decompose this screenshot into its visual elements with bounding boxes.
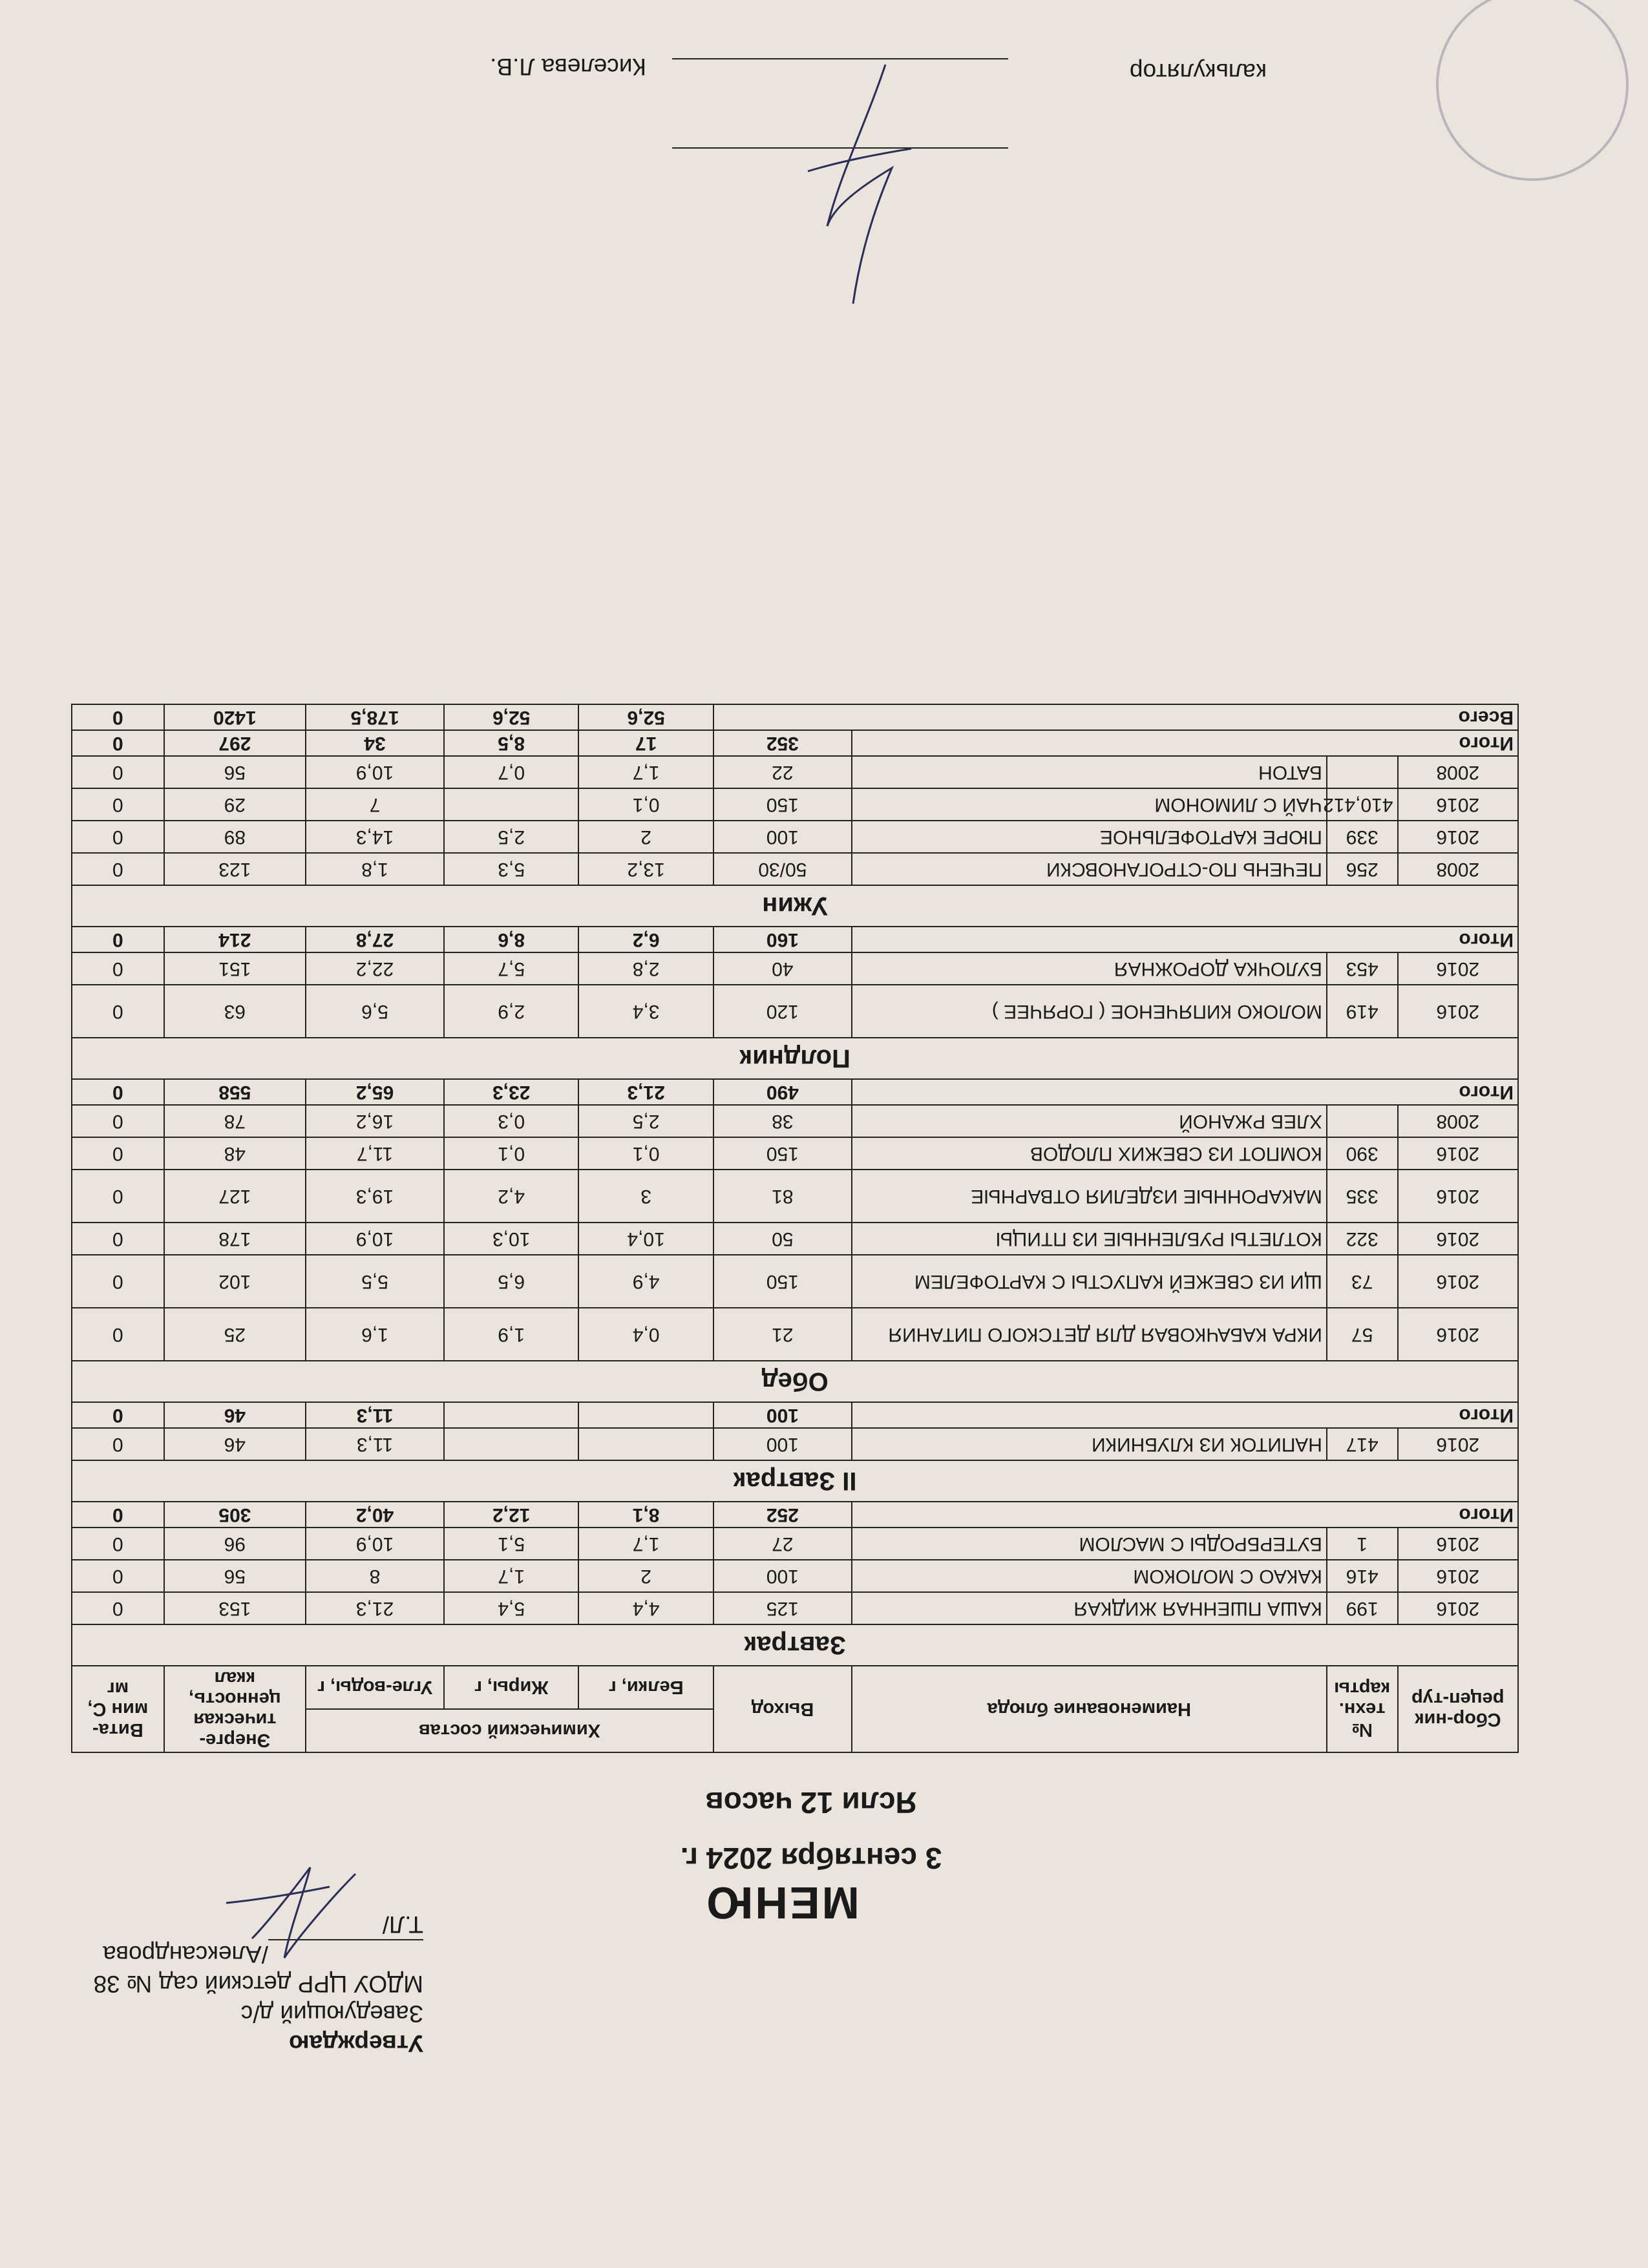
grand-total-protein: 52,6: [578, 704, 713, 730]
section-title: Полдник: [72, 1038, 1518, 1079]
cell-carbs: 7: [306, 788, 444, 821]
cell-protein: 4,4: [578, 1592, 713, 1624]
total-label: Итого: [852, 730, 1518, 756]
total-protein: [578, 1402, 713, 1428]
col-protein: Белки, г: [578, 1666, 713, 1709]
cell-tech-card: 339: [1327, 821, 1398, 853]
cell-collection: 2008: [1398, 756, 1518, 788]
table-row: [72, 985, 1518, 1038]
col-vitamin: Вита-мин С, мг: [72, 1666, 164, 1752]
menu-body: [72, 704, 1518, 1666]
cell-fat: 0,1: [444, 1137, 578, 1170]
cell-tech-card: 335: [1327, 1170, 1398, 1223]
cell-tech-card: 1: [1327, 1528, 1398, 1560]
cell-tech-card: 57: [1327, 1308, 1398, 1361]
total-row: [72, 1402, 1518, 1428]
cell-vitamin: 0: [72, 1592, 164, 1624]
total-row: [72, 927, 1518, 952]
cell-tech-card: 390: [1327, 1137, 1398, 1170]
approval-title: Утверждаю: [289, 2030, 423, 2057]
cell-tech-card: 453: [1327, 952, 1398, 985]
approval-position: Заведующий д/с: [240, 2000, 423, 2027]
total-label: Итого: [852, 1502, 1518, 1528]
cell-energy: 46: [164, 1428, 306, 1460]
grand-total-label: Всего: [713, 704, 1518, 730]
cell-yield: 150: [713, 1255, 852, 1308]
cell-yield: 27: [713, 1528, 852, 1560]
cell-carbs: 10,9: [306, 1223, 444, 1255]
col-dish-name: Наименование блюда: [852, 1666, 1327, 1752]
cell-vitamin: 0: [72, 1170, 164, 1223]
cell-tech-card: 417: [1327, 1428, 1398, 1460]
table-row: [72, 1137, 1518, 1170]
cell-fat: 2,5: [444, 821, 578, 853]
cell-collection: 2016: [1398, 1308, 1518, 1361]
cell-fat: 1,7: [444, 1560, 578, 1592]
cell-carbs: 8: [306, 1560, 444, 1592]
table-row: [72, 1255, 1518, 1308]
section-header: [72, 1460, 1518, 1502]
total-fat: 8,5: [444, 730, 578, 756]
cell-dish-name: ПЮРЕ КАРТОФЕЛЬНОЕ: [852, 821, 1327, 853]
cell-vitamin: 0: [72, 853, 164, 885]
col-carbs: Угле-воды, г: [306, 1666, 444, 1709]
cell-dish-name: ХЛЕБ РЖАНОЙ: [852, 1105, 1327, 1137]
cell-fat: 5,7: [444, 952, 578, 985]
cell-energy: 151: [164, 952, 306, 985]
total-energy: 214: [164, 927, 306, 952]
table-row: [72, 1170, 1518, 1223]
cell-collection: 2016: [1398, 1560, 1518, 1592]
total-vitamin: 0: [72, 1402, 164, 1428]
cell-collection: 2016: [1398, 1592, 1518, 1624]
cell-collection: 2016: [1398, 1528, 1518, 1560]
cell-vitamin: 0: [72, 985, 164, 1038]
cell-collection: 2008: [1398, 1105, 1518, 1137]
cell-dish-name: ЩИ ИЗ СВЕЖЕЙ КАПУСТЫ С КАРТОФЕЛЕМ: [852, 1255, 1327, 1308]
cell-yield: 150: [713, 1137, 852, 1170]
section-header: [72, 1038, 1518, 1079]
cell-vitamin: 0: [72, 788, 164, 821]
section-title: Обед: [72, 1361, 1518, 1402]
cell-vitamin: 0: [72, 1308, 164, 1361]
cell-protein: 13,2: [578, 853, 713, 885]
cell-protein: 2,8: [578, 952, 713, 985]
cell-fat: [444, 1428, 578, 1460]
cell-yield: 125: [713, 1592, 852, 1624]
total-label: Итого: [852, 927, 1518, 952]
cell-fat: 2,9: [444, 985, 578, 1038]
cell-dish-name: БУЛОЧКА ДОРОЖНАЯ: [852, 952, 1327, 985]
title-block: [0, 1785, 1648, 1929]
cell-vitamin: 0: [72, 1137, 164, 1170]
menu-date: 3 сентября 2024 г.: [680, 1842, 942, 1875]
cell-dish-name: ПЕЧЕНЬ ПО-СТРОГАНОВСКИ: [852, 853, 1327, 885]
total-row: [72, 1079, 1518, 1105]
total-row: [72, 730, 1518, 756]
cell-dish-name: МОЛОКО КИПЯЧЕНОЕ ( ГОРЯЧЕЕ ): [852, 985, 1327, 1038]
total-energy: 305: [164, 1502, 306, 1528]
cell-protein: 3: [578, 1170, 713, 1223]
signoff-block: [233, 0, 1267, 187]
cell-tech-card: 322: [1327, 1223, 1398, 1255]
cell-vitamin: 0: [72, 821, 164, 853]
total-yield: 100: [713, 1402, 852, 1428]
col-chem-group: Химический состав: [306, 1709, 713, 1752]
cell-yield: 21: [713, 1308, 852, 1361]
total-vitamin: 0: [72, 1079, 164, 1105]
grand-total-fat: 52,6: [444, 704, 578, 730]
cell-carbs: 1,6: [306, 1308, 444, 1361]
cell-carbs: 10,9: [306, 756, 444, 788]
total-vitamin: 0: [72, 1502, 164, 1528]
cell-vitamin: 0: [72, 952, 164, 985]
total-carbs: 34: [306, 730, 444, 756]
cell-vitamin: 0: [72, 1528, 164, 1560]
total-yield: 490: [713, 1079, 852, 1105]
cell-dish-name: КОМПОТ ИЗ СВЕЖИХ ПЛОДОВ: [852, 1137, 1327, 1170]
table-row: [72, 788, 1518, 821]
section-title: Завтрак: [72, 1624, 1518, 1666]
cell-vitamin: 0: [72, 1428, 164, 1460]
total-energy: 46: [164, 1402, 306, 1428]
cell-protein: 1,7: [578, 1528, 713, 1560]
cell-yield: 120: [713, 985, 852, 1038]
table-row: [72, 821, 1518, 853]
cell-energy: 63: [164, 985, 306, 1038]
signoff-signature: [782, 45, 950, 317]
cell-fat: 0,3: [444, 1105, 578, 1137]
total-protein: 6,2: [578, 927, 713, 952]
col-energy: Энерге-тическая ценность, ккал: [164, 1666, 306, 1752]
total-vitamin: 0: [72, 730, 164, 756]
cell-yield: 40: [713, 952, 852, 985]
cell-energy: 48: [164, 1137, 306, 1170]
table-row: [72, 1223, 1518, 1255]
cell-vitamin: 0: [72, 1255, 164, 1308]
grand-total-carbs: 178,5: [306, 704, 444, 730]
cell-energy: 178: [164, 1223, 306, 1255]
total-fat: 8,6: [444, 927, 578, 952]
cell-fat: 0,7: [444, 756, 578, 788]
cell-tech-card: 419: [1327, 985, 1398, 1038]
grand-total-energy: 1420: [164, 704, 306, 730]
section-header: [72, 1624, 1518, 1666]
total-protein: 21,3: [578, 1079, 713, 1105]
section-header: [72, 1361, 1518, 1402]
grand-total-vitamin: 0: [72, 704, 164, 730]
approval-person: /Александрова Т.Л/: [103, 1911, 423, 1968]
total-label: Итого: [852, 1079, 1518, 1105]
cell-dish-name: КОТЛЕТЫ РУБЛЕННЫЕ ИЗ ПТИЦЫ: [852, 1223, 1327, 1255]
total-fat: 23,3: [444, 1079, 578, 1105]
cell-carbs: 10,9: [306, 1528, 444, 1560]
cell-fat: 5,3: [444, 853, 578, 885]
total-protein: 17: [578, 730, 713, 756]
total-carbs: 40,2: [306, 1502, 444, 1528]
cell-carbs: 22,2: [306, 952, 444, 985]
section-title: II Завтрак: [72, 1460, 1518, 1502]
cell-collection: 2016: [1398, 788, 1518, 821]
round-stamp: [1436, 0, 1629, 181]
cell-yield: 38: [713, 1105, 852, 1137]
table-row: [72, 952, 1518, 985]
cell-protein: 0,4: [578, 1308, 713, 1361]
section-title: Ужин: [72, 885, 1518, 927]
cell-tech-card: [1327, 1105, 1398, 1137]
cell-collection: 2016: [1398, 985, 1518, 1038]
total-energy: 558: [164, 1079, 306, 1105]
cell-collection: 2016: [1398, 1137, 1518, 1170]
total-protein: 8,1: [578, 1502, 713, 1528]
cell-fat: 1,9: [444, 1308, 578, 1361]
cell-tech-card: [1327, 756, 1398, 788]
page-title: МЕНЮ: [704, 1878, 860, 1928]
cell-dish-name: БАТОН: [852, 756, 1327, 788]
cell-fat: [444, 788, 578, 821]
cell-collection: 2008: [1398, 853, 1518, 885]
cell-vitamin: 0: [72, 1223, 164, 1255]
cell-yield: 100: [713, 1428, 852, 1460]
cell-energy: 127: [164, 1170, 306, 1223]
signoff-row: [233, 9, 1267, 98]
table-row: [72, 1560, 1518, 1592]
cell-energy: 78: [164, 1105, 306, 1137]
cell-tech-card: 73: [1327, 1255, 1398, 1308]
total-label: Итого: [852, 1402, 1518, 1428]
cell-dish-name: МАКАРОННЫЕ ИЗДЕЛИЯ ОТВАРНЫЕ: [852, 1170, 1327, 1223]
total-yield: 160: [713, 927, 852, 952]
cell-carbs: 16,2: [306, 1105, 444, 1137]
cell-energy: 89: [164, 821, 306, 853]
cell-energy: 123: [164, 853, 306, 885]
cell-carbs: 14,3: [306, 821, 444, 853]
cell-protein: 2: [578, 821, 713, 853]
table-row: [72, 756, 1518, 788]
total-fat: 12,2: [444, 1502, 578, 1528]
cell-fat: 4,2: [444, 1170, 578, 1223]
cell-protein: 1,7: [578, 756, 713, 788]
cell-fat: 10,3: [444, 1223, 578, 1255]
cell-yield: 100: [713, 821, 852, 853]
total-fat: [444, 1402, 578, 1428]
cell-fat: 5,1: [444, 1528, 578, 1560]
approval-organization: МДОУ ЦРР детский сад № 38: [93, 1971, 423, 1997]
cell-dish-name: КАКАО С МОЛОКОМ: [852, 1560, 1327, 1592]
cell-dish-name: КАША ПШЕННАЯ ЖИДКАЯ: [852, 1592, 1327, 1624]
total-yield: 352: [713, 730, 852, 756]
cell-collection: 2016: [1398, 1428, 1518, 1460]
total-row: [72, 1502, 1518, 1528]
total-energy: 297: [164, 730, 306, 756]
total-carbs: 11,3: [306, 1402, 444, 1428]
cell-tech-card: 199: [1327, 1592, 1398, 1624]
cell-collection: 2016: [1398, 952, 1518, 985]
cell-fat: 6,5: [444, 1255, 578, 1308]
cell-protein: 2: [578, 1560, 713, 1592]
cell-protein: 10,4: [578, 1223, 713, 1255]
cell-carbs: 5,5: [306, 1255, 444, 1308]
col-collection: Сбор-ник рецеп-тур: [1398, 1666, 1518, 1752]
cell-yield: 50: [713, 1223, 852, 1255]
cell-energy: 29: [164, 788, 306, 821]
table-row: [72, 1592, 1518, 1624]
cell-dish-name: ИКРА КАБАЧКОВАЯ ДЛЯ ДЕТСКОГО ПИТАНИЯ: [852, 1308, 1327, 1361]
cell-dish-name: БУТЕРБРОДЫ С МАСЛОМ: [852, 1528, 1327, 1560]
section-header: [72, 885, 1518, 927]
cell-carbs: 11,3: [306, 1428, 444, 1460]
cell-protein: 0,1: [578, 1137, 713, 1170]
cell-collection: 2016: [1398, 821, 1518, 853]
cell-vitamin: 0: [72, 756, 164, 788]
cell-energy: 56: [164, 1560, 306, 1592]
table-row: [72, 853, 1518, 885]
cell-tech-card: 410,412: [1327, 788, 1398, 821]
cell-carbs: 1,8: [306, 853, 444, 885]
total-yield: 252: [713, 1502, 852, 1528]
cell-protein: 2,5: [578, 1105, 713, 1137]
col-yield: Выход: [713, 1666, 852, 1752]
cell-yield: 22: [713, 756, 852, 788]
cell-energy: 153: [164, 1592, 306, 1624]
signoff-person: Киселева Л.В.: [490, 54, 646, 80]
cell-energy: 96: [164, 1528, 306, 1560]
menu-table: [71, 704, 1519, 1753]
menu-group: Ясли 12 часов: [705, 1786, 917, 1820]
cell-energy: 25: [164, 1308, 306, 1361]
col-tech-card: № техн. карты: [1327, 1666, 1398, 1752]
cell-yield: 50/30: [713, 853, 852, 885]
cell-collection: 2016: [1398, 1223, 1518, 1255]
cell-protein: 3,4: [578, 985, 713, 1038]
table-row: [72, 1428, 1518, 1460]
cell-yield: 100: [713, 1560, 852, 1592]
cell-vitamin: 0: [72, 1105, 164, 1137]
cell-tech-card: 256: [1327, 853, 1398, 885]
cell-dish-name: НАПИТОК ИЗ КЛУБНИКИ: [852, 1428, 1327, 1460]
cell-fat: 5,4: [444, 1592, 578, 1624]
cell-tech-card: 416: [1327, 1560, 1398, 1592]
cell-collection: 2016: [1398, 1170, 1518, 1223]
grand-total-row: [72, 704, 1518, 730]
table-row: [72, 1105, 1518, 1137]
total-carbs: 27,8: [306, 927, 444, 952]
cell-energy: 56: [164, 756, 306, 788]
cell-collection: 2016: [1398, 1255, 1518, 1308]
cell-dish-name: ЧАЙ С ЛИМОНОМ: [852, 788, 1327, 821]
col-fat: Жиры, г: [444, 1666, 578, 1709]
cell-carbs: 21,3: [306, 1592, 444, 1624]
total-carbs: 65,2: [306, 1079, 444, 1105]
cell-protein: 0,1: [578, 788, 713, 821]
cell-protein: [578, 1428, 713, 1460]
cell-yield: 150: [713, 788, 852, 821]
cell-yield: 81: [713, 1170, 852, 1223]
table-row: [72, 1308, 1518, 1361]
cell-vitamin: 0: [72, 1560, 164, 1592]
signoff-row: [233, 0, 1267, 9]
cell-carbs: 19,3: [306, 1170, 444, 1223]
signoff-role: калькулятор: [1129, 59, 1267, 85]
cell-carbs: 5,6: [306, 985, 444, 1038]
cell-energy: 102: [164, 1255, 306, 1308]
table-row: [72, 1528, 1518, 1560]
cell-carbs: 11,7: [306, 1137, 444, 1170]
total-vitamin: 0: [72, 927, 164, 952]
signoff-row: [233, 98, 1267, 187]
cell-protein: 4,9: [578, 1255, 713, 1308]
